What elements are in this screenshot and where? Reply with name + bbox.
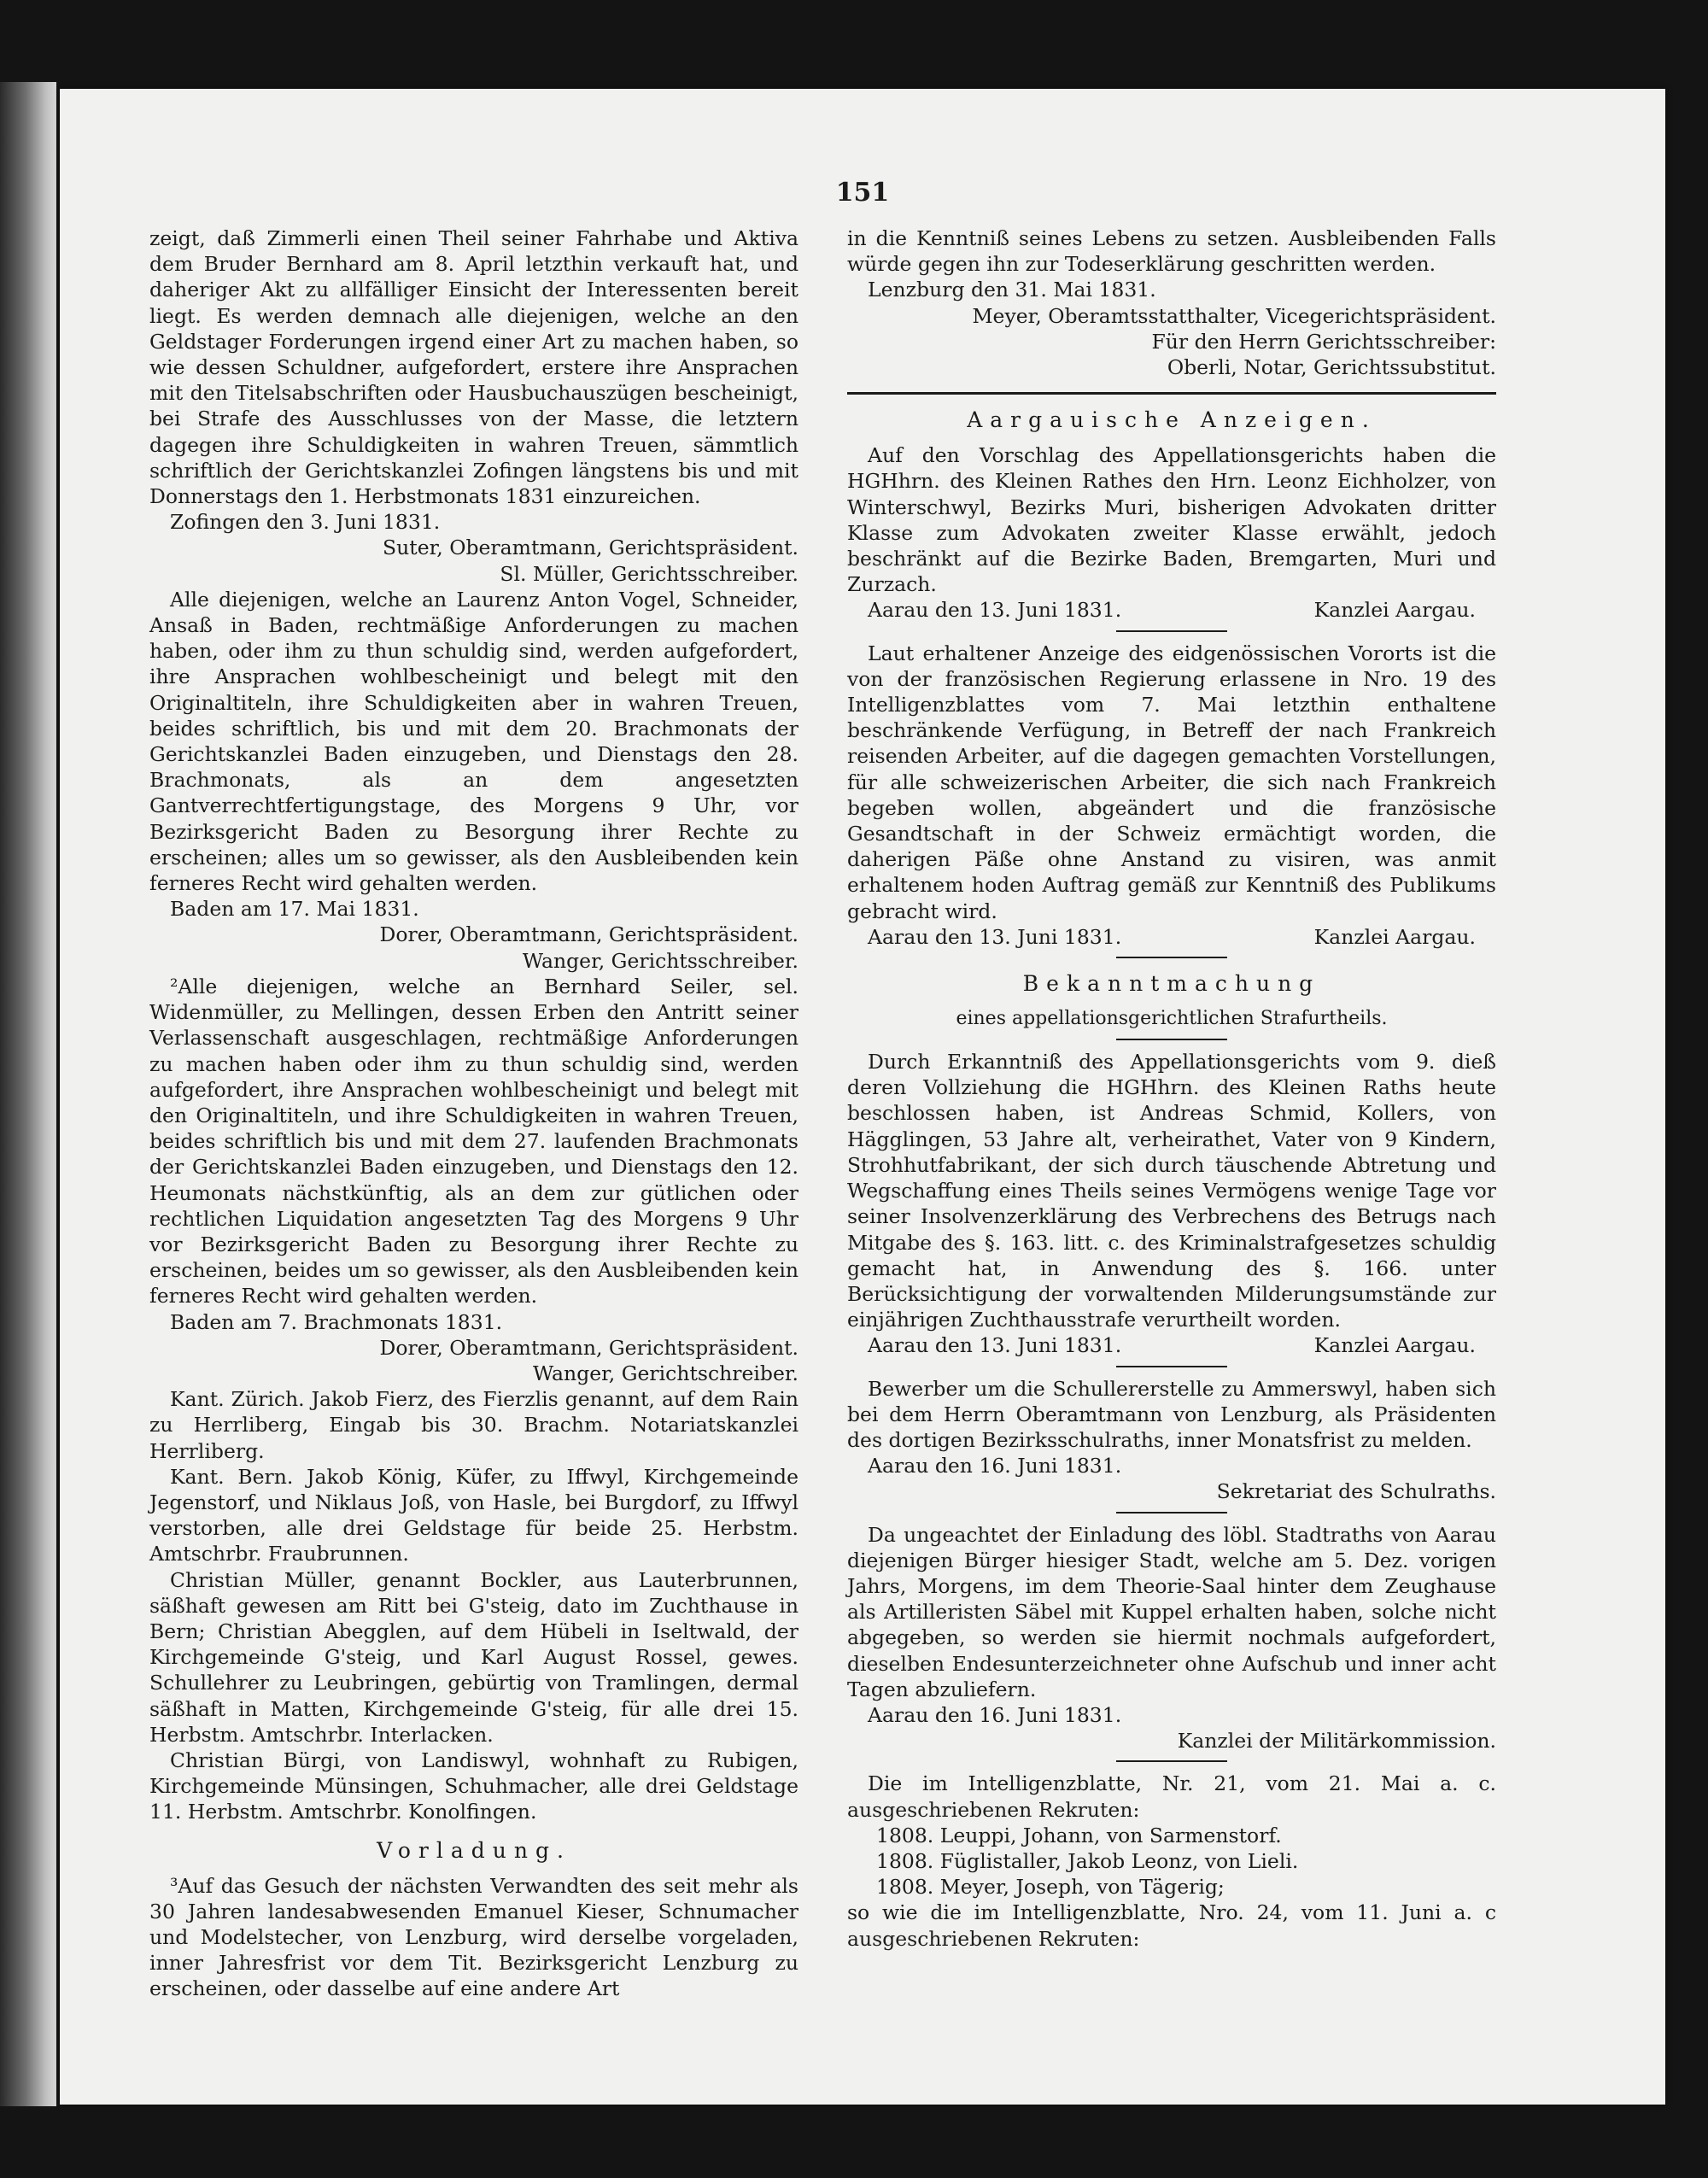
list-item: 1808. Leuppi, Johann, von Sarmenstorf. (876, 1823, 1282, 1847)
notice-schmid-footer (847, 1332, 1496, 1358)
notice-kieser-signature-3: Oberli, Notar, Gerichtssubstitut. (1167, 355, 1496, 380)
right-column (847, 225, 1496, 1952)
notice-bern: Kant. Bern. Jakob König, Küfer, zu Iffwyl, Kirchgemeinde Jegenstorf, und Niklaus Joß, von Hasle, bei Burgdorf, zu Iffwyl verstorben, alle drei Geldstage für beide 25. Herbstm. Amtschrbr. Fraubrunnen. (149, 1464, 798, 1566)
notice-saebel-date: Aarau den 16. Juni 1831. (868, 1702, 1122, 1727)
notice-zimmerli: zeigt, daß Zimmerli einen Theil seiner Fahrhabe und Aktiva dem Bruder Bernhard am 8. April letzthin verkauft hat, und daheriger Akt zu allfälliger Einsicht der Interessenten bereit liegt. Es werden demnach alle diejenigen, welche an den Geldstager Forderungen irgend einer Art zu machen haben, so wie dessen Schuldner, aufgefordert, erstere ihre Ansprachen mit den Titelsabschriften oder Hausbuchauszügen bescheinigt, bei Strafe des Ausschlusses von der Masse, die letztern dagegen ihre Schuldigkeiten in wahren Treuen, sämmtlich schriftlich der Gerichtskanzlei Zofingen längstens bis und mit Donnerstags den 1. Herbstmonats 1831 einzureichen. (149, 226, 798, 509)
notice-eichholzer-signature: Kanzlei Aargau. (1313, 598, 1476, 623)
notice-divider (1116, 1039, 1227, 1040)
notice-seiler-signature: Dorer, Oberamtmann, Gerichtspräsident. (379, 1335, 798, 1360)
notice-vogel-signature-2: Wanger, Gerichtsschreiber. (522, 948, 798, 973)
notice-vorort: Laut erhaltener Anzeige des eidgenössischen Vororts ist die von der französischen Regierung erlassene in Nro. 19 des Intelligenzblattes vom 7. Mai letzthin enthaltene beschränkende Verfügung, in Betreff der nach Frankreich reisenden Arbeiter, auf die dagegen gemachten Vorstellungen, für alle schweizerischen Arbeiter, die sich nach Frankreich begeben wollen, abgeändert und die französische Gesandtschaft in der Schweiz ermächtigt worden, die daherigen Päße ohne Anstand zu visiren, was anmit erhaltenem hoden Auftrag gemäß zur Kenntniß des Publikums gebracht wird. (847, 641, 1496, 923)
notice-eichholzer: Auf den Vorschlag des Appellationsgerichts haben die HGHhrn. des Kleinen Rathes den Hrn. Leonz Eichholzer, von Winterschwyl, Bezirks Muri, bisherigen Advokaten dritter Klasse zum Advokaten zweiter Klasse erwählt, jedoch beschränkt auf die Bezirke Baden, Bremgarten, Muri und Zurzach. (847, 443, 1496, 597)
notice-schmid-date: Aarau den 13. Juni 1831. (868, 1333, 1122, 1358)
section-divider (847, 392, 1496, 395)
notice-eichholzer-footer (847, 597, 1496, 623)
notice-seiler-signature-2: Wanger, Gerichtschreiber. (532, 1361, 798, 1385)
notice-rekruten: Die im Intelligenzblatte, Nr. 21, vom 21. Mai a. c. ausgeschriebenen Rekruten: (847, 1771, 1496, 1822)
notice-divider (1116, 1366, 1227, 1367)
notice-kieser-signature: Meyer, Oberamtsstatthalter, Vicegerichtspräsident. (972, 303, 1496, 328)
notice-kieser-signature-2: Für den Herrn Gerichtsschreiber: (1151, 329, 1496, 354)
notice-schmid: Durch Erkanntniß des Appellationsgerichts vom 9. dieß deren Vollziehung die HGHhrn. des Kleinen Raths heute beschlossen haben, ist Andreas Schmid, Kollers, von Hägglingen, 53 Jahre alt, verheirathet, Vater von 9 Kindern, Strohhutfabrikant, der sich durch täuschende Abtretung und Wegschaffung eines Theils seines Vermögens wenige Tage vor seiner Insolvenzerklärung des Verbrechens des Betrugs nach Mitgabe des §. 163. litt. c. des Kriminalstrafgesetzes schuldig gemacht hat, in Anwendung des §. 166. unter Berücksichtigung der vorwaltenden Milderungsumstände zur einjährigen Zuchthausstrafe verurtheilt worden. (847, 1050, 1496, 1332)
notice-vogel: Alle diejenigen, welche an Laurenz Anton Vogel, Schneider, Ansaß in Baden, rechtmäßige Anforderungen zu machen haben, oder ihm zu thun schuldig sind, werden aufgefordert, ihre Ansprachen wohlbescheinigt und belegt mit den Originaltiteln, ihre Schuldigkeiten aber in wahren Treuen, beides schriftlich, bis und mit dem 20. Brachmonats der Gerichtskanzlei Baden einzugeben, und Dienstags den 28. Brachmonats, als an dem angesetzten Gantverrechtfertigungstage, des Morgens 9 Uhr, vor Bezirksgericht Baden zu Besorgung ihrer Rechte zu erscheinen; alles um so gewisser, als den Ausbleibenden kein ferneres Recht wird gehalten werden. (149, 587, 798, 896)
notice-zimmerli-signature: Suter, Oberamtmann, Gerichtspräsident. (383, 536, 798, 560)
notice-vorort-date: Aarau den 13. Juni 1831. (868, 924, 1122, 949)
book-spine (0, 82, 56, 2106)
section-heading-aargau: Aargauische Anzeigen. (967, 407, 1377, 433)
section-heading-vorladung: Vorladung. (377, 1837, 571, 1863)
notice-vorort-footer (847, 924, 1496, 950)
notice-divider (1116, 630, 1227, 632)
notice-rekruten-continued: so wie die im Intelligenzblatte, Nro. 24, vom 11. Juni a. c ausgeschriebenen Rekruten: (847, 1900, 1496, 1951)
notice-mueller: Christian Müller, genannt Bockler, aus Lauterbrunnen, säßhaft gewesen am Ritt bei G'steig, dato im Zuchthause in Bern; Christian Abegglen, auf dem Hübeli in Iseltwald, der Kirchgemeinde G'steig, und Karl August Rossel, gewes. Schullehrer zu Leubringen, gebürtig von Tramlingen, dermal säßhaft in Matten, Kirchgemeinde G'steig, für alle drei 15. Herbstm. Amtschrbr. Interlacken. (149, 1567, 798, 1747)
notice-zuerich: Kant. Zürich. Jakob Fierz, des Fierzlis genannt, auf dem Rain zu Herrliberg, Eingab bis 30. Brachm. Notariatskanzlei Herrliberg. (149, 1387, 798, 1463)
notice-eichholzer-date: Aarau den 13. Juni 1831. (868, 598, 1122, 623)
notice-zimmerli-signature-2: Sl. Müller, Gerichtsschreiber. (500, 561, 798, 586)
notice-saebel: Da ungeachtet der Einladung des löbl. Stadtraths von Aarau diejenigen Bürger hiesiger Stadt, welche am 5. Dez. vorigen Jahrs, Morgens, im dem Theorie-Saal hinter dem Zeughause als Artilleristen Säbel mit Kuppel erhalten haben, solche nicht abgegeben, so werden sie hiermit nochmals aufgefordert, dieselben Endesunterzeichneter ohne Aufschub und inner acht Tagen abzuliefern. (847, 1522, 1496, 1701)
notice-divider (1116, 957, 1227, 958)
notice-kieser-continued: in die Kenntniß seines Lebens zu setzen. Ausbleibenden Falls würde gegen ihn zur Todeserklärung geschritten werden. (847, 226, 1496, 277)
rekruten-list (876, 1823, 1496, 1900)
notice-schule: Bewerber um die Schullererstelle zu Ammerswyl, haben sich bei dem Herrn Oberamtmann von Lenzburg, als Präsidenten des dortigen Bezirksschulraths, inner Monatsfrist zu melden. (847, 1376, 1496, 1452)
notice-vogel-date: Baden am 17. Mai 1831. (170, 897, 419, 922)
left-column (149, 225, 798, 2002)
notice-vorort-signature: Kanzlei Aargau. (1313, 924, 1476, 949)
notice-schule-signature: Sekretariat des Schulraths. (1216, 1479, 1496, 1504)
notice-divider (1116, 1760, 1227, 1762)
notice-schule-date: Aarau den 16. Juni 1831. (868, 1454, 1122, 1478)
notice-kieser: ³Auf das Gesuch der nächsten Verwandten des seit mehr als 30 Jahren landesabwesenden Emanuel Kieser, Schnumacher und Modelstecher, von Lenzburg, wird derselbe vorgeladen, inner Jahresfrist vor dem Tit. Bezirksgericht Lenzburg zu erscheinen, oder dasselbe auf eine andere Art (149, 1873, 798, 2001)
notice-kieser-date: Lenzburg den 31. Mai 1831. (868, 278, 1156, 302)
notice-saebel-signature: Kanzlei der Militärkommission. (1177, 1729, 1496, 1754)
notice-zimmerli-date: Zofingen den 3. Juni 1831. (170, 510, 441, 535)
section-subheading: eines appellationsgerichtlichen Strafurtheils. (956, 1008, 1388, 1030)
list-item: 1808. Meyer, Joseph, von Tägerig; (876, 1875, 1225, 1900)
notice-divider (1116, 1512, 1227, 1513)
notice-seiler: ²Alle diejenigen, welche an Bernhard Seiler, sel. Widenmüller, zu Mellingen, dessen Erben den Antritt seiner Verlassenschaft ausgeschlagen, rechtmäßige Anforderungen zu machen haben oder ihm zu thun schuldig sind, werden aufgefordert, ihre Ansprachen wohlbescheinigt und belegt mit den Originaltiteln, und ihre Schuldigkeiten in wahren Treuen, beides schriftlich bis und mit dem 27. laufenden Brachmonats der Gerichtskanzlei Baden einzugeben, und Dienstags den 12. Heumonats nächstkünftig, als an dem zur gütlichen oder rechtlichen Liquidation angesetzten Tag des Morgens 9 Uhr vor Bezirksgericht Baden zu Besorgung ihrer Rechte zu erscheinen, beides um so gewisser, als den Ausbleibenden kein ferneres Recht wird gehalten werden. (149, 974, 798, 1309)
notice-seiler-date: Baden am 7. Brachmonats 1831. (170, 1309, 503, 1334)
notice-schmid-signature: Kanzlei Aargau. (1313, 1333, 1476, 1358)
newspaper-page (60, 89, 1665, 2105)
section-heading-bekanntmachung: Bekanntmachung (1022, 971, 1321, 997)
notice-vogel-signature: Dorer, Oberamtmann, Gerichtspräsident. (379, 922, 798, 947)
list-item: 1808. Füglistaller, Jakob Leonz, von Lieli. (876, 1848, 1299, 1873)
page-number: 151 (835, 178, 890, 208)
notice-buergi: Christian Bürgi, von Landiswyl, wohnhaft zu Rubigen, Kirchgemeinde Münsingen, Schuhmacher, alle drei Geldstage 11. Herbstm. Amtschrbr. Konolfingen. (149, 1748, 798, 1824)
